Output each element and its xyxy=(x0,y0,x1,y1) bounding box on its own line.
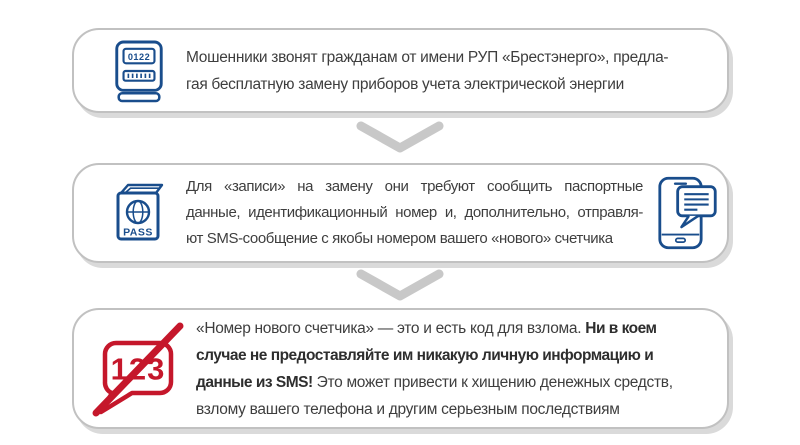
blocked-code-icon xyxy=(88,318,188,420)
text-line: данные, идентификационный номер и, дополнительно, отправля- xyxy=(186,204,643,221)
text-line: «Номер нового счетчика» — это и есть код для взлома. Ни в коем xyxy=(196,319,657,337)
step-card-2 xyxy=(72,163,729,263)
electric-meter-icon xyxy=(110,39,168,103)
blocked-number: 123 xyxy=(110,351,166,386)
passport-icon xyxy=(110,181,168,245)
chevron-down-icon xyxy=(354,120,446,162)
step-1-text xyxy=(186,44,713,98)
step-3-text xyxy=(196,315,717,423)
text-line: гая бесплатную замену приборов учета электрической энергии xyxy=(186,75,624,93)
text-line: Для «записи» на замену они требуют сообщить паспортные xyxy=(186,178,643,195)
chevron-down-icon xyxy=(354,268,446,310)
text-line: Мошенники звонят гражданам от имени РУП «Брестэнерго», предла- xyxy=(186,48,669,66)
step-2-text xyxy=(186,174,643,252)
step-card-1 xyxy=(72,28,729,113)
phone-sms-icon xyxy=(657,175,719,251)
meter-display-value: 0122 xyxy=(127,51,151,62)
text-line: данные из SMS! Это может привести к хищению денежных средств, xyxy=(196,373,673,391)
text-line: случае не предоставляйте им никакую личную информацию и xyxy=(196,346,654,364)
passport-label: PASS xyxy=(123,226,153,239)
step-card-3 xyxy=(72,308,729,429)
text-line: ют SMS-сообщение с якобы номером вашего «нового» счетчика xyxy=(186,230,613,247)
text-line: взлому вашего телефона и другим серьезным последствиям xyxy=(196,400,620,418)
